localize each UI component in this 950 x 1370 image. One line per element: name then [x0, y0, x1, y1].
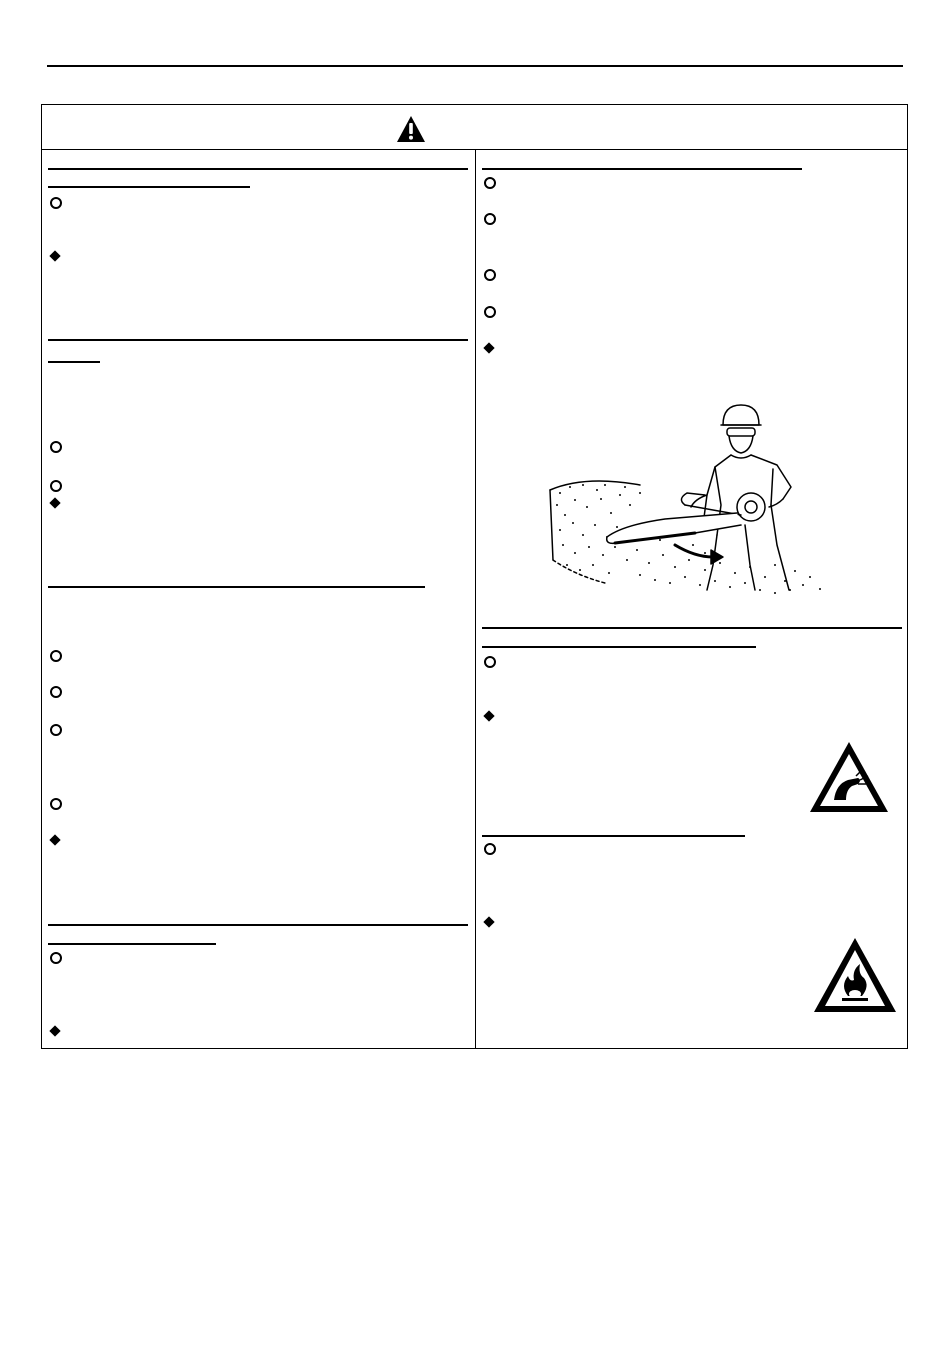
section-rule	[482, 835, 745, 837]
section-rule	[482, 627, 902, 629]
circle-bullet	[484, 843, 496, 855]
circle-bullet	[50, 480, 62, 492]
circle-bullet	[50, 952, 62, 964]
section-subrule	[482, 646, 756, 648]
circle-bullet	[484, 213, 496, 225]
flammable-warning-sign	[812, 936, 898, 1014]
section-rule	[48, 339, 468, 341]
circle-bullet	[50, 441, 62, 453]
circle-bullet	[484, 306, 496, 318]
section-rule	[48, 168, 468, 170]
column-divider	[475, 150, 476, 1049]
section-rule	[48, 586, 425, 588]
section-subrule	[48, 943, 216, 945]
hot-surface-warning-sign	[808, 740, 890, 814]
warning-header	[42, 105, 907, 150]
section-rule	[48, 924, 468, 926]
circle-bullet	[50, 197, 62, 209]
circle-bullet	[484, 177, 496, 189]
circle-bullet	[484, 269, 496, 281]
circle-bullet	[484, 656, 496, 668]
circle-bullet	[50, 686, 62, 698]
circle-bullet	[50, 798, 62, 810]
warning-triangle-icon	[396, 115, 426, 143]
top-rule	[47, 65, 903, 67]
circle-bullet	[50, 650, 62, 662]
section-subrule	[48, 186, 250, 188]
circle-bullet	[50, 724, 62, 736]
hedge-trimmer-operator-illustration	[545, 395, 835, 600]
section-rule	[482, 168, 802, 170]
section-subrule	[48, 361, 100, 363]
